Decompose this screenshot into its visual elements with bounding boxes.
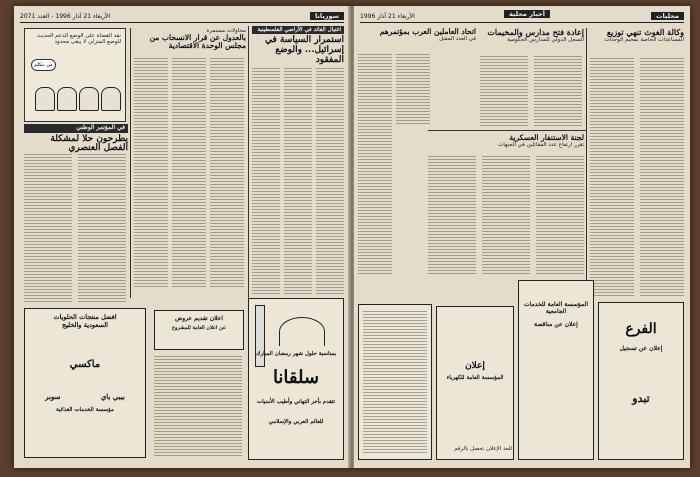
story-mid-kicker: محاولات مستمرة [206,28,246,34]
cartoon-figure [35,87,55,111]
misc-body [154,356,242,456]
ad-tender-title: اعلان تقديم عروض [175,315,223,322]
story-right-body [252,68,280,294]
story-mid-body [172,58,206,288]
left-running-head [20,10,344,23]
story-mobilization-body [428,156,476,274]
story-mid-body [210,58,244,288]
ad-legal-body [363,311,427,455]
story-mid-headline: بالعدول عن قرار الانسحاب من مجلس الوحدة الاقتصادية [149,33,246,51]
ad-sweets-line1: افضل منتجات الحلويات [53,313,117,321]
ad-electricity [436,306,514,460]
section-rule [428,130,586,131]
story-left-headline: يطرحون حلا لمشكلة الفصل العنصري [50,133,128,154]
story-workers-body [358,54,392,276]
cartoon-bubble: من يتكلم [31,59,56,71]
ad-sweets-brand: ماكسي [69,359,101,370]
left-section-label: سوريانا [310,12,344,20]
column-rule [248,26,249,298]
story-mobilization-headline: لجنة الاستنفار العسكرية [509,133,584,142]
cartoon-figure [57,87,77,111]
ad-sweets-sub2: بيبي باي [100,392,125,401]
story-schools-headline: إعادة فتح مدارس والمخيمات [487,27,584,37]
ad-ramadan-brand: سلقانا [272,367,320,388]
story-right-kicker: اغتيال القائد في الأراضي الفلسطينية [252,26,344,34]
story-mobilization-body [536,156,584,274]
story-mobilization [428,134,584,148]
ad-registration-title: الفرع [625,321,657,337]
ad-registration-body: إعلان عن تسجيل [619,345,663,352]
ad-registration [598,302,684,460]
ad-university-title: المؤسسة العامة للخدمات الجامعية [523,301,588,315]
left-page [14,6,350,468]
ad-ramadan [248,298,344,460]
story-schools [480,28,584,43]
ad-sweets [24,308,146,458]
story-workers [358,28,476,42]
story-left-body [78,154,126,304]
story-schools-body [534,56,582,126]
ad-sweets-line2: السعودية والخليج [62,321,108,329]
story-right-body [316,68,344,294]
story-unrwa [590,28,684,43]
ad-sweets-footer: مؤسسة الخدمات الغذائية [56,407,114,413]
cartoon-figure [79,87,99,111]
ad-university-services [518,280,594,460]
story-right [252,26,344,66]
ad-electricity-body: المؤسسة العامة للكهرباء [446,375,504,381]
story-left [24,124,128,154]
ad-ramadan-line2: تتقدم بأحر التهاني وأطيب الأمنيات [256,399,336,405]
story-unrwa-sub: المساعدات الخاصة بمخيم الوحدات [604,36,684,43]
ad-electricity-title: إعلان [465,361,485,371]
right-section-label: محليات [651,12,684,20]
story-mobilization-body [482,156,530,274]
left-date-line: الأربعاء 21 آذار 1996 - العدد 2071 [20,12,111,20]
story-schools-body [480,56,528,126]
ad-legal-notice [358,304,432,460]
story-workers-headline: اتحاد العاملين العرب بمؤتمرهم [379,27,476,36]
story-right-body [284,68,312,294]
story-unrwa-headline: وكالة الغوث تنهي توزيع [606,27,684,37]
newspaper-spread [14,6,690,468]
story-workers-sub: في العدد المقبل [439,36,476,43]
column-rule [586,28,587,298]
right-page [354,6,690,468]
ad-ramadan-line1: بمناسبة حلول شهر رمضان المبارك [255,351,337,357]
ad-registration-logo: تبدو [632,392,650,405]
story-right-headline: استمرار السياسة في إسرائيل... والوضع المفقود [265,35,344,65]
cartoon-caption: نقد القضاة على الوضع الدعم الحديث للوضع المنزلي لا يبقى محدود [36,33,121,45]
story-mid-body [134,58,168,288]
minaret-icon [255,305,265,367]
ad-tender-small [154,310,244,350]
story-workers-body [396,54,430,126]
right-date-line: الأربعاء 21 آذار 1996 [360,12,415,20]
ad-tender-body: عن اعلان العامة للمشروع [172,325,226,331]
editorial-cartoon [24,28,126,122]
dome-icon [279,317,325,346]
story-mid [134,28,246,51]
story-left-kicker: في المؤتمر الوطني [24,124,128,133]
cartoon-figure [101,87,121,111]
story-unrwa-body [590,58,634,298]
local-news-badge: أخبار محلية [504,10,550,18]
right-footer-note: للعد الإعلان تحصل بالرقم [454,446,512,452]
story-left-body [24,154,72,304]
story-schools-sub: السجل الدولي للمدارس الحكومية [507,36,584,43]
ad-ramadan-footer: للعالم العربي والإسلامي [268,419,324,425]
ad-university-body: إعلان عن مناقصة [534,321,578,328]
column-rule [130,28,131,298]
story-unrwa-body [640,58,684,298]
story-mobilization-sub: تقرر ارتفاع عدد المقاتلين في الجبهات [498,142,584,149]
ad-sweets-sub1: سوبر [45,392,61,401]
